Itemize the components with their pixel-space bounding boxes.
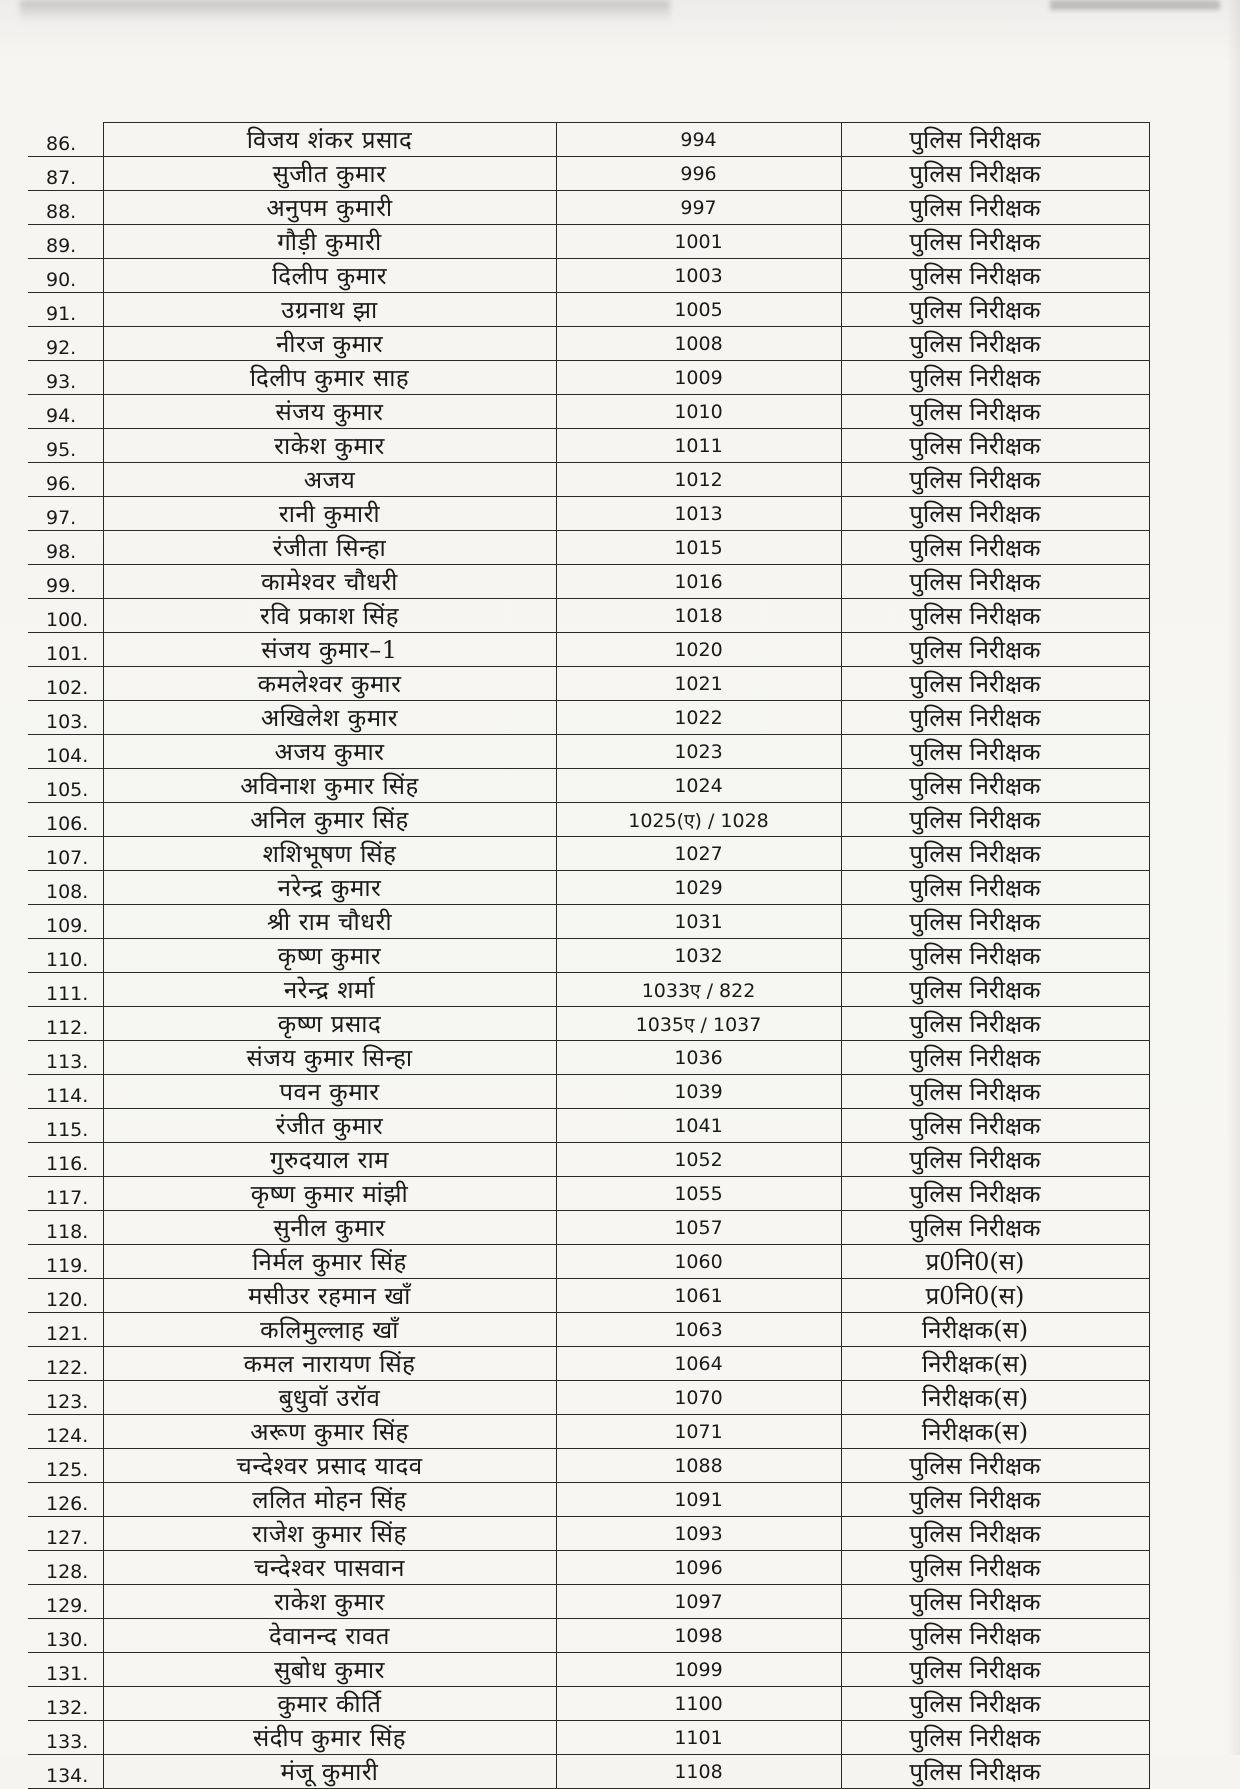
serial-number: 130.: [28, 1619, 103, 1653]
officer-rank: पुलिस निरीक्षक: [841, 735, 1149, 769]
officer-name: अखिलेश कुमार: [103, 701, 556, 735]
scan-header-smudge-right: [1050, 0, 1220, 10]
officer-rank: पुलिस निरीक्षक: [841, 1143, 1149, 1177]
table-row: [28, 1653, 1149, 1687]
officer-number: 1025(ए) / 1028: [556, 803, 841, 837]
officer-name: कृष्ण कुमार: [103, 939, 556, 973]
table-row: [28, 735, 1149, 769]
officer-rank: पुलिस निरीक्षक: [841, 973, 1149, 1007]
table-row: [28, 633, 1149, 667]
officer-number: 1098: [556, 1619, 841, 1653]
officer-rank: पुलिस निरीक्षक: [841, 361, 1149, 395]
officer-name: सुबोध कुमार: [103, 1653, 556, 1687]
officer-rank: पुलिस निरीक्षक: [841, 1211, 1149, 1245]
officer-rank: पुलिस निरीक्षक: [841, 1075, 1149, 1109]
officer-number: 1070: [556, 1381, 841, 1415]
table-row: [28, 361, 1149, 395]
table-row: [28, 1347, 1149, 1381]
officer-rank: पुलिस निरीक्षक: [841, 769, 1149, 803]
table-row: [28, 1585, 1149, 1619]
table-row: [28, 395, 1149, 429]
table-row: [28, 1551, 1149, 1585]
serial-number: 122.: [28, 1347, 103, 1381]
officer-number: 1052: [556, 1143, 841, 1177]
officer-number: 1061: [556, 1279, 841, 1313]
officer-number: 1001: [556, 225, 841, 259]
serial-number: 109.: [28, 905, 103, 939]
officer-rank: पुलिस निरीक्षक: [841, 1687, 1149, 1721]
serial-number: 119.: [28, 1245, 103, 1279]
officer-name: अनुपम कुमारी: [103, 191, 556, 225]
serial-number: 94.: [28, 395, 103, 429]
officer-rank: पुलिस निरीक्षक: [841, 463, 1149, 497]
officer-number: 1101: [556, 1721, 841, 1755]
serial-number: 111.: [28, 973, 103, 1007]
officer-number: 1009: [556, 361, 841, 395]
officer-rank: पुलिस निरीक्षक: [841, 1007, 1149, 1041]
officer-rank: पुलिस निरीक्षक: [841, 565, 1149, 599]
officer-name: राजेश कुमार सिंह: [103, 1517, 556, 1551]
officer-name: मंजू कुमारी: [103, 1755, 556, 1789]
table-row: [28, 1075, 1149, 1109]
officer-number: 997: [556, 191, 841, 225]
serial-number: 101.: [28, 633, 103, 667]
table-row: [28, 1143, 1149, 1177]
officer-name: दिलीप कुमार: [103, 259, 556, 293]
officer-name: नरेन्द्र शर्मा: [103, 973, 556, 1007]
officer-name: नरेन्द्र कुमार: [103, 871, 556, 905]
serial-number: 103.: [28, 701, 103, 735]
officer-number: 1063: [556, 1313, 841, 1347]
officer-rank: पुलिस निरीक्षक: [841, 1551, 1149, 1585]
officer-number: 1008: [556, 327, 841, 361]
table-row: [28, 157, 1149, 191]
table-row: [28, 1007, 1149, 1041]
table-row: [28, 769, 1149, 803]
table-row: [28, 1483, 1149, 1517]
officer-rank: पुलिस निरीक्षक: [841, 531, 1149, 565]
serial-number: 120.: [28, 1279, 103, 1313]
officer-number: 1016: [556, 565, 841, 599]
officer-name: कृष्ण कुमार मांझी: [103, 1177, 556, 1211]
table-row: [28, 1279, 1149, 1313]
officer-number: 1021: [556, 667, 841, 701]
officer-name: संजय कुमार सिन्हा: [103, 1041, 556, 1075]
officer-name: सुनील कुमार: [103, 1211, 556, 1245]
officer-number: 1015: [556, 531, 841, 565]
officer-name: चन्देश्वर पासवान: [103, 1551, 556, 1585]
officer-name: सुजीत कुमार: [103, 157, 556, 191]
officer-name: संजय कुमार–1: [103, 633, 556, 667]
table-row: [28, 225, 1149, 259]
officer-number: 1032: [556, 939, 841, 973]
serial-number: 116.: [28, 1143, 103, 1177]
table-row: [28, 429, 1149, 463]
officer-name: बुधुवॉ उरॉव: [103, 1381, 556, 1415]
serial-number: 108.: [28, 871, 103, 905]
table-row: [28, 803, 1149, 837]
officer-name: उग्रनाथ झा: [103, 293, 556, 327]
table-row: [28, 497, 1149, 531]
serial-number: 121.: [28, 1313, 103, 1347]
officer-number: 1027: [556, 837, 841, 871]
officer-name: संजय कुमार: [103, 395, 556, 429]
serial-number: 86.: [28, 123, 103, 157]
officer-number: 1035ए / 1037: [556, 1007, 841, 1041]
serial-number: 126.: [28, 1483, 103, 1517]
officer-number: 1096: [556, 1551, 841, 1585]
officer-number: 1097: [556, 1585, 841, 1619]
table-row: [28, 1245, 1149, 1279]
serial-number: 92.: [28, 327, 103, 361]
officer-rank: पुलिस निरीक्षक: [841, 1653, 1149, 1687]
serial-number: 110.: [28, 939, 103, 973]
officer-name: शशिभूषण सिंह: [103, 837, 556, 871]
officer-number: 1013: [556, 497, 841, 531]
officer-number: 1060: [556, 1245, 841, 1279]
officer-rank: निरीक्षक(स): [841, 1415, 1149, 1449]
officer-name: विजय शंकर प्रसाद: [103, 123, 556, 157]
table-row: [28, 1041, 1149, 1075]
serial-number: 93.: [28, 361, 103, 395]
officer-number: 1003: [556, 259, 841, 293]
officer-name: राकेश कुमार: [103, 429, 556, 463]
officer-rank: पुलिस निरीक्षक: [841, 939, 1149, 973]
table-row: [28, 327, 1149, 361]
officer-number: 1099: [556, 1653, 841, 1687]
officer-number: 1005: [556, 293, 841, 327]
officer-rank: पुलिस निरीक्षक: [841, 905, 1149, 939]
serial-number: 87.: [28, 157, 103, 191]
serial-number: 106.: [28, 803, 103, 837]
serial-number: 91.: [28, 293, 103, 327]
table-row: [28, 293, 1149, 327]
officer-number: 1011: [556, 429, 841, 463]
officer-number: 1057: [556, 1211, 841, 1245]
officer-number: 1022: [556, 701, 841, 735]
officer-rank: पुलिस निरीक्षक: [841, 1619, 1149, 1653]
page-edge-shadow: [1226, 0, 1240, 1755]
officer-rank: पुलिस निरीक्षक: [841, 1109, 1149, 1143]
officer-name: मसीउर रहमान खाँ: [103, 1279, 556, 1313]
officer-name: नीरज कुमार: [103, 327, 556, 361]
serial-number: 105.: [28, 769, 103, 803]
officer-name: संदीप कुमार सिंह: [103, 1721, 556, 1755]
officer-list-body: [28, 123, 1149, 1789]
serial-number: 102.: [28, 667, 103, 701]
serial-number: 90.: [28, 259, 103, 293]
serial-number: 133.: [28, 1721, 103, 1755]
serial-number: 107.: [28, 837, 103, 871]
officer-rank: पुलिस निरीक्षक: [841, 1721, 1149, 1755]
serial-number: 104.: [28, 735, 103, 769]
table-row: [28, 1449, 1149, 1483]
table-row: [28, 123, 1149, 157]
officer-rank: पुलिस निरीक्षक: [841, 191, 1149, 225]
scan-header-smudge: [20, 0, 670, 22]
officer-name: पवन कुमार: [103, 1075, 556, 1109]
officer-rank: पुलिस निरीक्षक: [841, 1755, 1149, 1789]
officer-name: अरूण कुमार सिंह: [103, 1415, 556, 1449]
serial-number: 112.: [28, 1007, 103, 1041]
table-row: [28, 259, 1149, 293]
officer-rank: पुलिस निरीक्षक: [841, 871, 1149, 905]
officer-rank: पुलिस निरीक्षक: [841, 701, 1149, 735]
serial-number: 118.: [28, 1211, 103, 1245]
serial-number: 100.: [28, 599, 103, 633]
officer-number: 1071: [556, 1415, 841, 1449]
officer-number: 1100: [556, 1687, 841, 1721]
officer-number: 1091: [556, 1483, 841, 1517]
table-row: [28, 871, 1149, 905]
serial-number: 115.: [28, 1109, 103, 1143]
officer-number: 1039: [556, 1075, 841, 1109]
officer-rank: पुलिस निरीक्षक: [841, 395, 1149, 429]
table-row: [28, 973, 1149, 1007]
officer-rank: पुलिस निरीक्षक: [841, 599, 1149, 633]
officer-number: 1024: [556, 769, 841, 803]
officer-name: रंजीत कुमार: [103, 1109, 556, 1143]
officer-number: 1036: [556, 1041, 841, 1075]
officer-number: 994: [556, 123, 841, 157]
table-row: [28, 701, 1149, 735]
serial-number: 97.: [28, 497, 103, 531]
table-row: [28, 1109, 1149, 1143]
officer-rank: प्र0नि0(स): [841, 1245, 1149, 1279]
officer-rank: प्र0नि0(स): [841, 1279, 1149, 1313]
officer-rank: निरीक्षक(स): [841, 1313, 1149, 1347]
officer-name: अजय: [103, 463, 556, 497]
table-row: [28, 939, 1149, 973]
officer-number: 1029: [556, 871, 841, 905]
officer-number: 1041: [556, 1109, 841, 1143]
table-row: [28, 531, 1149, 565]
officer-name: कमल नारायण सिंह: [103, 1347, 556, 1381]
officer-rank: निरीक्षक(स): [841, 1347, 1149, 1381]
officer-name: अविनाश कुमार सिंह: [103, 769, 556, 803]
officer-name: चन्देश्वर प्रसाद यादव: [103, 1449, 556, 1483]
officer-rank: पुलिस निरीक्षक: [841, 1483, 1149, 1517]
serial-number: 124.: [28, 1415, 103, 1449]
officer-number: 1033ए / 822: [556, 973, 841, 1007]
officer-rank: पुलिस निरीक्षक: [841, 259, 1149, 293]
table-row: [28, 1313, 1149, 1347]
officer-rank: पुलिस निरीक्षक: [841, 123, 1149, 157]
officer-rank: पुलिस निरीक्षक: [841, 225, 1149, 259]
serial-number: 131.: [28, 1653, 103, 1687]
officer-number: 996: [556, 157, 841, 191]
serial-number: 127.: [28, 1517, 103, 1551]
officer-rank: निरीक्षक(स): [841, 1381, 1149, 1415]
officer-name: श्री राम चौधरी: [103, 905, 556, 939]
officer-name: राकेश कुमार: [103, 1585, 556, 1619]
table-row: [28, 1177, 1149, 1211]
serial-number: 128.: [28, 1551, 103, 1585]
officer-name: कुमार कीर्ति: [103, 1687, 556, 1721]
officer-rank: पुलिस निरीक्षक: [841, 837, 1149, 871]
officer-number: 1023: [556, 735, 841, 769]
table-row: [28, 667, 1149, 701]
serial-number: 99.: [28, 565, 103, 599]
serial-number: 117.: [28, 1177, 103, 1211]
officer-number: 1012: [556, 463, 841, 497]
table-row: [28, 1755, 1149, 1789]
officer-rank: पुलिस निरीक्षक: [841, 667, 1149, 701]
serial-number: 95.: [28, 429, 103, 463]
officer-name: रानी कुमारी: [103, 497, 556, 531]
serial-number: 134.: [28, 1755, 103, 1789]
officer-name: गुरुदयाल राम: [103, 1143, 556, 1177]
table-row: [28, 1211, 1149, 1245]
officer-name: निर्मल कुमार सिंह: [103, 1245, 556, 1279]
officer-name: रंजीता सिन्हा: [103, 531, 556, 565]
serial-number: 114.: [28, 1075, 103, 1109]
table-row: [28, 1415, 1149, 1449]
table-row: [28, 565, 1149, 599]
officer-rank: पुलिस निरीक्षक: [841, 497, 1149, 531]
officer-name: कलिमुल्लाह खाँ: [103, 1313, 556, 1347]
officer-name: कामेश्वर चौधरी: [103, 565, 556, 599]
officer-name: ललित मोहन सिंह: [103, 1483, 556, 1517]
officer-number: 1093: [556, 1517, 841, 1551]
table-row: [28, 463, 1149, 497]
officer-name: रवि प्रकाश सिंह: [103, 599, 556, 633]
officer-number: 1088: [556, 1449, 841, 1483]
officer-name: कृष्ण प्रसाद: [103, 1007, 556, 1041]
serial-number: 89.: [28, 225, 103, 259]
officer-rank: पुलिस निरीक्षक: [841, 633, 1149, 667]
table-row: [28, 191, 1149, 225]
serial-number: 129.: [28, 1585, 103, 1619]
serial-number: 113.: [28, 1041, 103, 1075]
officer-rank: पुलिस निरीक्षक: [841, 1585, 1149, 1619]
serial-number: 132.: [28, 1687, 103, 1721]
officer-number: 1108: [556, 1755, 841, 1789]
officer-rank: पुलिस निरीक्षक: [841, 1517, 1149, 1551]
officer-rank: पुलिस निरीक्षक: [841, 157, 1149, 191]
serial-number: 96.: [28, 463, 103, 497]
serial-number: 123.: [28, 1381, 103, 1415]
officer-name: दिलीप कुमार साह: [103, 361, 556, 395]
officer-name: कमलेश्वर कुमार: [103, 667, 556, 701]
table-row: [28, 837, 1149, 871]
table-row: [28, 1687, 1149, 1721]
officer-number: 1018: [556, 599, 841, 633]
officer-name: गौड़ी कुमारी: [103, 225, 556, 259]
officer-rank: पुलिस निरीक्षक: [841, 803, 1149, 837]
officer-number: 1020: [556, 633, 841, 667]
officer-rank: पुलिस निरीक्षक: [841, 1449, 1149, 1483]
table-row: [28, 1721, 1149, 1755]
officer-number: 1055: [556, 1177, 841, 1211]
serial-number: 88.: [28, 191, 103, 225]
officer-rank: पुलिस निरीक्षक: [841, 1177, 1149, 1211]
serial-number: 125.: [28, 1449, 103, 1483]
officer-rank: पुलिस निरीक्षक: [841, 327, 1149, 361]
officer-name: देवानन्द रावत: [103, 1619, 556, 1653]
table-row: [28, 1381, 1149, 1415]
table-row: [28, 599, 1149, 633]
officer-name: अनिल कुमार सिंह: [103, 803, 556, 837]
table-row: [28, 1619, 1149, 1653]
table-row: [28, 905, 1149, 939]
officer-number: 1064: [556, 1347, 841, 1381]
officer-number: 1010: [556, 395, 841, 429]
officer-name: अजय कुमार: [103, 735, 556, 769]
officer-number: 1031: [556, 905, 841, 939]
officer-rank: पुलिस निरीक्षक: [841, 293, 1149, 327]
table-row: [28, 1517, 1149, 1551]
officer-rank: पुलिस निरीक्षक: [841, 1041, 1149, 1075]
officer-list-table: [28, 122, 1150, 1789]
officer-rank: पुलिस निरीक्षक: [841, 429, 1149, 463]
serial-number: 98.: [28, 531, 103, 565]
